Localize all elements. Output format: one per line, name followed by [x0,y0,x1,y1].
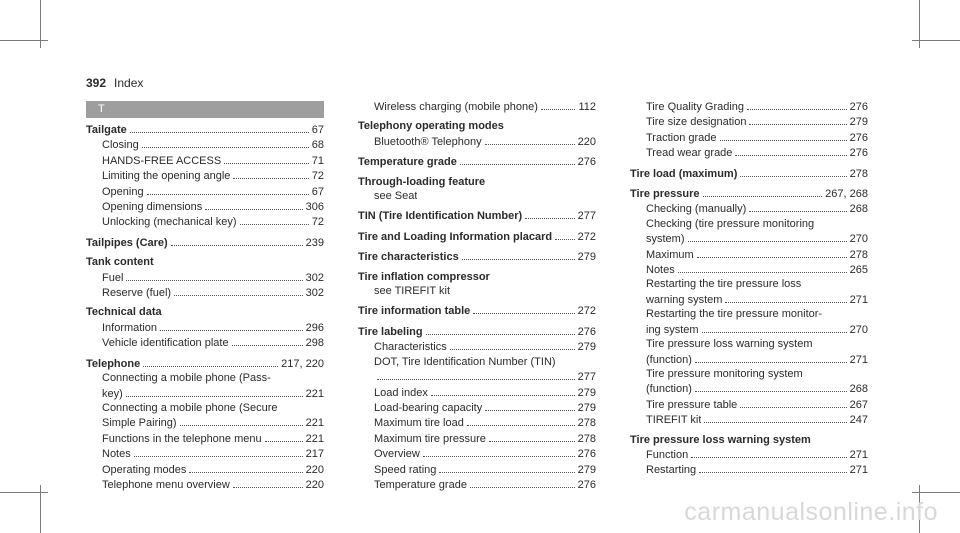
entry-term: Tire pressure loss warning system [630,433,811,446]
page-reference[interactable]: 279 [849,116,868,129]
page-reference[interactable]: 276 [577,448,596,461]
dot-leader [704,412,846,423]
subentry-term: Operating modes [102,463,187,476]
dot-leader [143,356,278,367]
subentry-term: Load index [374,386,428,399]
subentry-term: Telephone menu overview [102,478,230,491]
index-subentry-line [86,199,324,214]
index-entry-line [630,166,868,181]
index-entry-line [358,249,596,264]
subentry-term: Opening dimensions [102,201,203,214]
dot-leader [205,199,302,210]
index-entry-line [358,270,596,284]
subentry-term: Checking (manually) [646,203,747,216]
dot-leader [439,462,574,473]
subentry-term: key) [102,387,123,400]
index-entry-line [358,303,596,318]
index-entry [358,208,596,223]
dot-leader [265,431,303,442]
index-entry [358,154,596,169]
index-subentry-line [358,369,596,384]
index-subentry-line [630,201,868,216]
entry-term: Telephony operating modes [358,120,504,133]
index-subentry-line [358,462,596,477]
subentry-term: Function [646,448,689,461]
subentry-term: Characteristics [374,341,447,354]
index-subentry-line [86,320,324,335]
subentry-term: (function) [646,353,692,366]
index-subentry-line [630,337,868,351]
index-subentry-line [630,412,868,427]
dot-leader [134,446,303,457]
index-subentry-line [630,145,868,160]
subentry-term: Information [102,321,158,334]
entry-term: Tire characteristics [358,251,459,264]
dot-leader [224,153,309,164]
dot-leader [703,186,823,197]
page-reference[interactable]: 217 [305,448,324,461]
subentry-term: Checking (tire pressure monitoring [646,217,815,230]
dot-leader [426,324,575,335]
index-entry [630,166,868,181]
page-reference[interactable]: 278 [849,167,868,180]
dot-leader [697,247,847,258]
page-reference[interactable]: 278 [577,432,596,445]
subentry-term: Notes [102,448,131,461]
index-column-2 [358,99,596,497]
dot-leader [240,214,309,225]
entry-term: Temperature grade [358,156,457,169]
page-reference[interactable]: 279 [577,386,596,399]
dot-leader [541,99,576,110]
index-subentry-line [86,168,324,183]
dot-leader [473,303,574,314]
index-entry [358,324,596,492]
page-reference[interactable]: 277 [577,371,596,384]
dot-leader [467,415,575,426]
page-reference[interactable]: 265 [849,264,868,277]
index-entry-line [86,122,324,137]
index-subentry-line [358,446,596,461]
index-subentry-line [630,247,868,262]
dot-leader [126,386,303,397]
subentry-term: ing system [646,323,699,336]
subentry-term: TIREFIT kit [646,414,702,427]
dot-leader [450,339,575,350]
entry-term: Tailpipes (Care) [86,236,168,249]
page-reference[interactable]: 278 [849,248,868,261]
subentry-term: Traction grade [646,131,717,144]
subentry-term: Maximum [646,248,694,261]
entry-term: Tire inflation compressor [358,270,490,283]
section-title: Index [114,76,144,90]
subentry-term: (function) [646,383,692,396]
dot-leader [171,235,303,246]
index-entry [358,249,596,264]
index-subentry-line [86,446,324,461]
index-column-3 [630,99,868,483]
entry-term: TIN (Tire Identification Number) [358,210,523,223]
index-subentry-line [630,381,868,396]
page-reference[interactable]: 221 [305,417,324,430]
subentry-term: Tire pressure table [646,398,738,411]
subentry-term: Limiting the opening angle [102,170,231,183]
subentry-term: Temperature grade [374,478,467,491]
subentry-term: Wireless charging (mobile phone) [374,101,538,113]
entry-term: Technical data [86,306,162,319]
index-entry [86,122,324,230]
page-reference[interactable]: 72 [311,170,324,183]
index-subentry-line [630,367,868,381]
index-entry [358,303,596,318]
dot-leader [702,322,847,333]
index-subentry-line [630,114,868,129]
index-subentry-line [630,447,868,462]
page-reference[interactable]: 276 [577,325,596,338]
index-entry [86,255,324,300]
dot-leader [688,231,847,242]
index-entry-line [630,186,868,201]
page-reference[interactable]: 217, 220 [281,357,324,370]
entry-term: Tire pressure [630,188,700,201]
page-reference[interactable]: 302 [305,271,324,284]
dot-leader [147,184,309,195]
page-header [86,76,143,90]
index-entry [358,119,596,149]
page-reference[interactable]: 302 [305,287,324,300]
entry-term: Tire load (maximum) [630,167,738,180]
subentry-term: Reserve (fuel) [102,287,172,300]
page-reference[interactable]: 267, 268 [825,188,868,201]
subentry-term: Restarting the tire pressure loss [646,278,802,291]
subentry-term: Tire size designation [646,116,747,129]
index-subentry-line [86,270,324,285]
dot-leader [749,201,846,212]
page-reference[interactable]: 296 [305,321,324,334]
crop-mark [912,492,960,493]
subentry-term: Restarting [646,464,697,477]
index-entry-line [358,229,596,244]
index-entry-line [358,208,596,223]
subentry-term: Tire pressure loss warning system [646,338,813,351]
index-subentry-line [358,284,596,298]
page-reference[interactable]: 220 [305,478,324,491]
page-reference[interactable]: 112 [578,101,596,113]
page-reference[interactable]: 279 [577,251,596,264]
index-entry-line [358,119,596,133]
dot-leader [735,145,846,156]
subentry-term: Functions in the telephone menu [102,432,262,445]
page-reference[interactable]: 71 [311,154,324,167]
page-reference[interactable]: 298 [305,337,324,350]
dot-leader [142,137,309,148]
page-reference[interactable]: 68 [311,139,324,152]
subentry-term: Connecting a mobile phone (Pass- [102,372,271,385]
dot-leader [126,270,302,281]
page-reference[interactable]: 278 [577,417,596,430]
letter-heading: T [86,101,324,118]
crop-mark [0,40,48,41]
entry-term: Through-loading feature [358,175,486,188]
dot-leader [431,385,575,396]
index-subentry-line [86,184,324,199]
page-reference[interactable]: 270 [849,323,868,336]
index-subentry-line [358,339,596,354]
subentry-term: Notes [646,264,675,277]
index-entry [630,99,868,161]
page-reference[interactable]: 306 [305,201,324,214]
page-reference[interactable]: 221 [305,387,324,400]
subentry-term: Unlocking (mechanical key) [102,216,237,229]
dot-leader [489,431,575,442]
dot-leader [174,285,303,296]
dot-leader [747,99,847,110]
entry-term: Tank content [86,256,154,269]
page-reference[interactable]: 72 [311,216,324,229]
entry-term: Tire information table [358,305,471,318]
index-entry [358,270,596,299]
index-entry-line [630,433,868,447]
crop-mark [0,492,48,493]
page-reference[interactable]: 67 [311,124,324,136]
index-subentry-line [358,431,596,446]
index-subentry-line [358,355,596,369]
index-entry-line [358,154,596,169]
index-entry-line [358,324,596,339]
dot-leader [720,130,847,141]
index-subentry-line [358,415,596,430]
subentry-term: Connecting a mobile phone (Secure [102,401,278,414]
entry-term: Tailgate [86,124,127,136]
index-subentry-line [358,134,596,149]
dot-leader [470,477,575,488]
index-subentry-line [86,401,324,415]
index-subentry-line [358,99,596,114]
index-subentry-line [86,285,324,300]
index-subentry-line [630,352,868,367]
page-reference[interactable]: 272 [577,305,596,318]
dot-leader [130,122,309,133]
index-subentry-line [86,371,324,385]
page-reference[interactable]: 220 [577,135,596,148]
subentry-term: warning system [646,293,723,306]
dot-leader [678,262,847,273]
subentry-term: see Seat [374,190,418,203]
page-reference[interactable]: 276 [577,156,596,169]
dot-leader [160,320,303,331]
index-subentry-line [630,262,868,277]
dot-leader [740,397,846,408]
dot-leader [460,154,575,165]
page-reference[interactable]: 271 [849,353,868,366]
subentry-term: Speed rating [374,463,437,476]
subentry-term: Opening [102,185,144,198]
page-reference[interactable]: 276 [849,101,868,113]
index-subentry-line [358,477,596,492]
index-entry [358,99,596,114]
index-entry-line [86,235,324,250]
index-subentry-line [86,137,324,152]
subentry-term: Tire pressure monitoring system [646,367,803,380]
index-subentry-line [358,400,596,415]
subentry-term: Restarting the tire pressure monitor- [646,308,823,321]
index-entry-line [86,305,324,319]
page-reference[interactable]: 268 [849,383,868,396]
page-reference[interactable]: 247 [849,414,868,427]
page-reference[interactable]: 276 [577,478,596,491]
index-entry [86,305,324,350]
page-reference[interactable]: 272 [577,230,596,243]
index-subentry-line [630,307,868,321]
page-reference[interactable]: 271 [849,293,868,306]
index-subentry-line [86,386,324,401]
subentry-term: Load-bearing capacity [374,401,483,414]
dot-leader [180,415,303,426]
index-subentry-line [630,231,868,246]
page-reference[interactable]: 277 [577,210,596,223]
subentry-term: Closing [102,139,139,152]
subentry-term: Bluetooth® Telephony [374,135,482,148]
index-subentry-line [630,322,868,337]
index-subentry-line [630,130,868,145]
page-number: 392 [86,76,107,90]
subentry-term: Vehicle identification plate [102,337,229,350]
index-subentry-line [630,277,868,291]
page-reference[interactable]: 271 [849,464,868,477]
subentry-term: see TIREFIT kit [374,285,451,298]
index-entry-line [86,255,324,269]
page-reference[interactable]: 239 [305,236,324,249]
subentry-term: HANDS-FREE ACCESS [102,154,222,167]
dot-leader [555,229,574,240]
dot-leader [423,446,575,457]
subentry-term: Tire Quality Grading [646,101,745,113]
page-reference[interactable]: 271 [849,448,868,461]
page-reference[interactable]: 67 [311,185,324,198]
dot-leader [485,134,575,145]
dot-leader [233,477,303,488]
index-entry [630,186,868,428]
index-subentry-line [86,415,324,430]
index-subentry-line [86,214,324,229]
entry-term: Telephone [86,357,141,370]
page-reference[interactable]: 279 [577,341,596,354]
index-entry-line [358,175,596,189]
subentry-term: Simple Pairing) [102,417,177,430]
page-reference[interactable]: 268 [849,203,868,216]
index-subentry-line [86,335,324,350]
subentry-term: Tread wear grade [646,147,733,160]
subentry-term: Fuel [102,271,124,284]
index-subentry-line [358,189,596,203]
index-entry [358,175,596,204]
dot-leader [462,249,575,260]
index-subentry-line [630,397,868,412]
entry-term: Tire and Loading Information placard [358,230,553,243]
subentry-term: Maximum tire load [374,417,464,430]
index-subentry-line [358,385,596,400]
index-entry [630,433,868,478]
index-entry [86,235,324,250]
dot-leader [485,400,574,411]
index-subentry-line [630,462,868,477]
subentry-term: Overview [374,448,420,461]
page-reference[interactable]: 279 [577,401,596,414]
dot-leader [699,462,847,473]
dot-leader [377,369,575,380]
subentry-term: DOT, Tire Identification Number (TIN) [374,355,556,368]
index-subentry-line [630,217,868,231]
index-column-1 [86,101,324,497]
subentry-term: Maximum tire pressure [374,432,486,445]
dot-leader [725,292,846,303]
page-reference[interactable]: 267 [849,398,868,411]
page-reference[interactable]: 220 [305,463,324,476]
index-subentry-line [86,462,324,477]
dot-leader [695,381,847,392]
dot-leader [740,166,846,177]
page-reference[interactable]: 276 [849,131,868,144]
index-entry [86,356,324,493]
dot-leader [695,352,847,363]
dot-leader [189,462,302,473]
page-reference[interactable]: 270 [849,233,868,246]
dot-leader [232,335,303,346]
entry-term: Tire labeling [358,325,423,338]
dot-leader [749,114,846,125]
page-reference[interactable]: 221 [305,432,324,445]
index-subentry-line [86,431,324,446]
index-subentry-line [86,153,324,168]
subentry-term: system) [646,233,685,246]
watermark: carmanualsonline.info [684,498,938,526]
index-subentry-line [630,292,868,307]
index-entry [358,229,596,244]
dot-leader [525,208,574,219]
index-subentry-line [630,99,868,114]
dot-leader [691,447,846,458]
page-reference[interactable]: 276 [849,147,868,160]
dot-leader [233,168,308,179]
page-reference[interactable]: 279 [577,463,596,476]
index-subentry-line [86,477,324,492]
index-entry-line [86,356,324,371]
crop-mark [912,40,960,41]
